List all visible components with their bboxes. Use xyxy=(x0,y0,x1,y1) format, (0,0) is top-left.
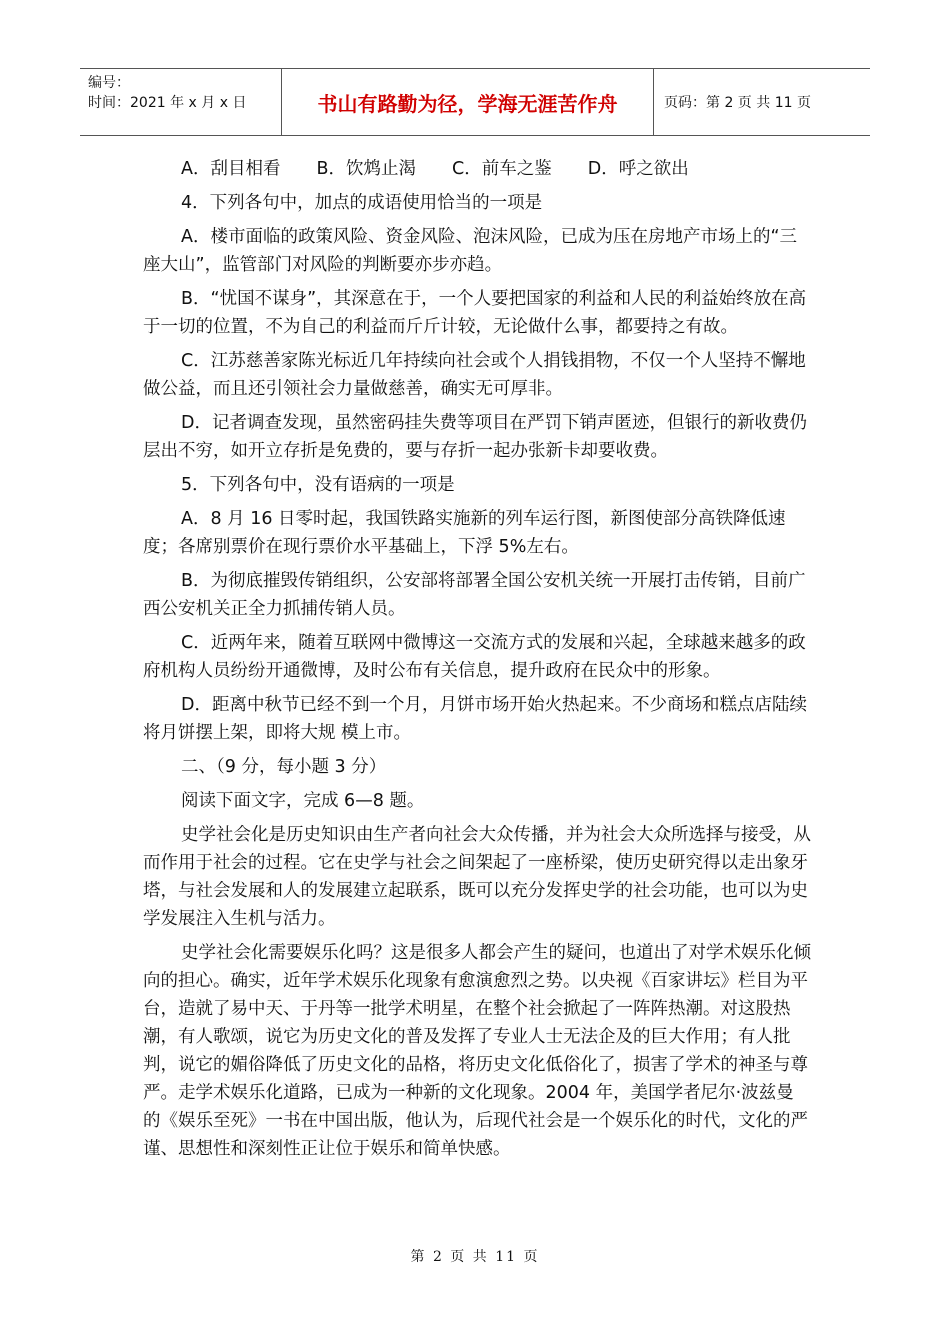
question-4-stem: 4．下列各句中，加点的成语使用恰当的一项是 xyxy=(181,193,543,213)
document-body xyxy=(143,155,811,1169)
question-4-option-b: B．“忧国不谋身”，其深意在于，一个人要把国家的利益和人民的利益始终放在高于一切的位置，不为自己的利益而斤斤计较，无论做什么事，都要持之有故。 xyxy=(143,289,807,337)
option-d: D．呼之欲出 xyxy=(587,159,689,179)
page-footer: 第 2 页 共 11 页 xyxy=(410,1249,540,1265)
header-motto: 书山有路勤为径，学海无涯苦作舟 xyxy=(282,69,654,135)
question-4-option-c: C．江苏慈善家陈光标近几年持续向社会或个人捐钱捐物，不仅一个人坚持不懈地做公益，而且还引领社会力量做慈善，确实无可厚非。 xyxy=(143,351,806,399)
option-c: C．前车之鉴 xyxy=(452,159,552,179)
question-5-option-a: A．8 月 16 日零时起，我国铁路实施新的列车运行图，新图使部分高铁降低速度；各席别票价在现行票价水平基础上，下浮 5%左右。 xyxy=(143,509,786,557)
header-meta xyxy=(80,69,282,135)
question-4-option-d: D．记者调查发现，虽然密码挂失费等项目在严罚下销声匿迹，但银行的新收费仍层出不穷，如开立存折是免费的，要与存折一起办张新卡却要收费。 xyxy=(143,413,807,461)
reading-instruction: 阅读下面文字，完成 6—8 题。 xyxy=(181,791,425,811)
question-5-stem: 5．下列各句中，没有语病的一项是 xyxy=(181,475,455,495)
question-5-option-b: B．为彻底摧毁传销组织，公安部将部署全国公安机关统一开展打击传销，目前广西公安机关正全力抓捕传销人员。 xyxy=(143,571,806,619)
section-two-heading: 二、（9 分，每小题 3 分） xyxy=(181,757,387,777)
page-header xyxy=(80,68,870,136)
passage-paragraph-1: 史学社会化是历史知识由生产者向社会大众传播，并为社会大众所选择与接受，从而作用于社会的过程。它在史学与社会之间架起了一座桥梁，使历史研究得以走出象牙塔，与社会发展和人的发展建立起联系，既可以充分发挥史学的社会功能，也可以为史学发展注入生机与活力。 xyxy=(143,825,811,929)
question-5-option-d: D．距离中秋节已经不到一个月，月饼市场开始火热起来。不少商场和糕点店陆续将月饼摆上架，即将大规 模上市。 xyxy=(143,695,807,743)
passage-paragraph-2: 史学社会化需要娱乐化吗？这是很多人都会产生的疑问，也道出了对学术娱乐化倾向的担心。确实，近年学术娱乐化现象有愈演愈烈之势。以央视《百家讲坛》栏目为平台，造就了易中天、于丹等一批学术明星，在整个社会掀起了一阵阵热潮。对这股热潮，有人歌颂，说它为历史文化的普及发挥了专业人士无法企及的巨大作用；有人批判，说它的媚俗降低了历史文化的品格，将历史文化低俗化了，损害了学术的神圣与尊严。走学术娱乐化道路，已成为一种新的文化现象。2004 年，美国学者尼尔·波兹曼的《娱乐至死》一书在中国出版，他认为，后现代社会是一个娱乐化的时代，文化的严谨、思想性和深刻性正让位于娱乐和简单快感。 xyxy=(143,943,811,1159)
q3-options xyxy=(143,155,811,183)
number-label: 编号： xyxy=(88,75,130,91)
question-4-option-a: A．楼市面临的政策风险、资金风险、泡沫风险，已成为压在房地产市场上的“三座大山”，监管部门对风险的判断要亦步亦趋。 xyxy=(143,227,798,275)
date-label: 时间：2021 年 x 月 x 日 xyxy=(88,95,247,111)
header-page-label: 页码：第 2 页 共 11 页 xyxy=(664,95,811,111)
option-a: A．刮目相看 xyxy=(181,159,281,179)
option-b: B．饮鸩止渴 xyxy=(316,159,416,179)
question-5-option-c: C．近两年来，随着互联网中微博这一交流方式的发展和兴起，全球越来越多的政府机构人员纷纷开通微博，及时公布有关信息，提升政府在民众中的形象。 xyxy=(143,633,806,681)
